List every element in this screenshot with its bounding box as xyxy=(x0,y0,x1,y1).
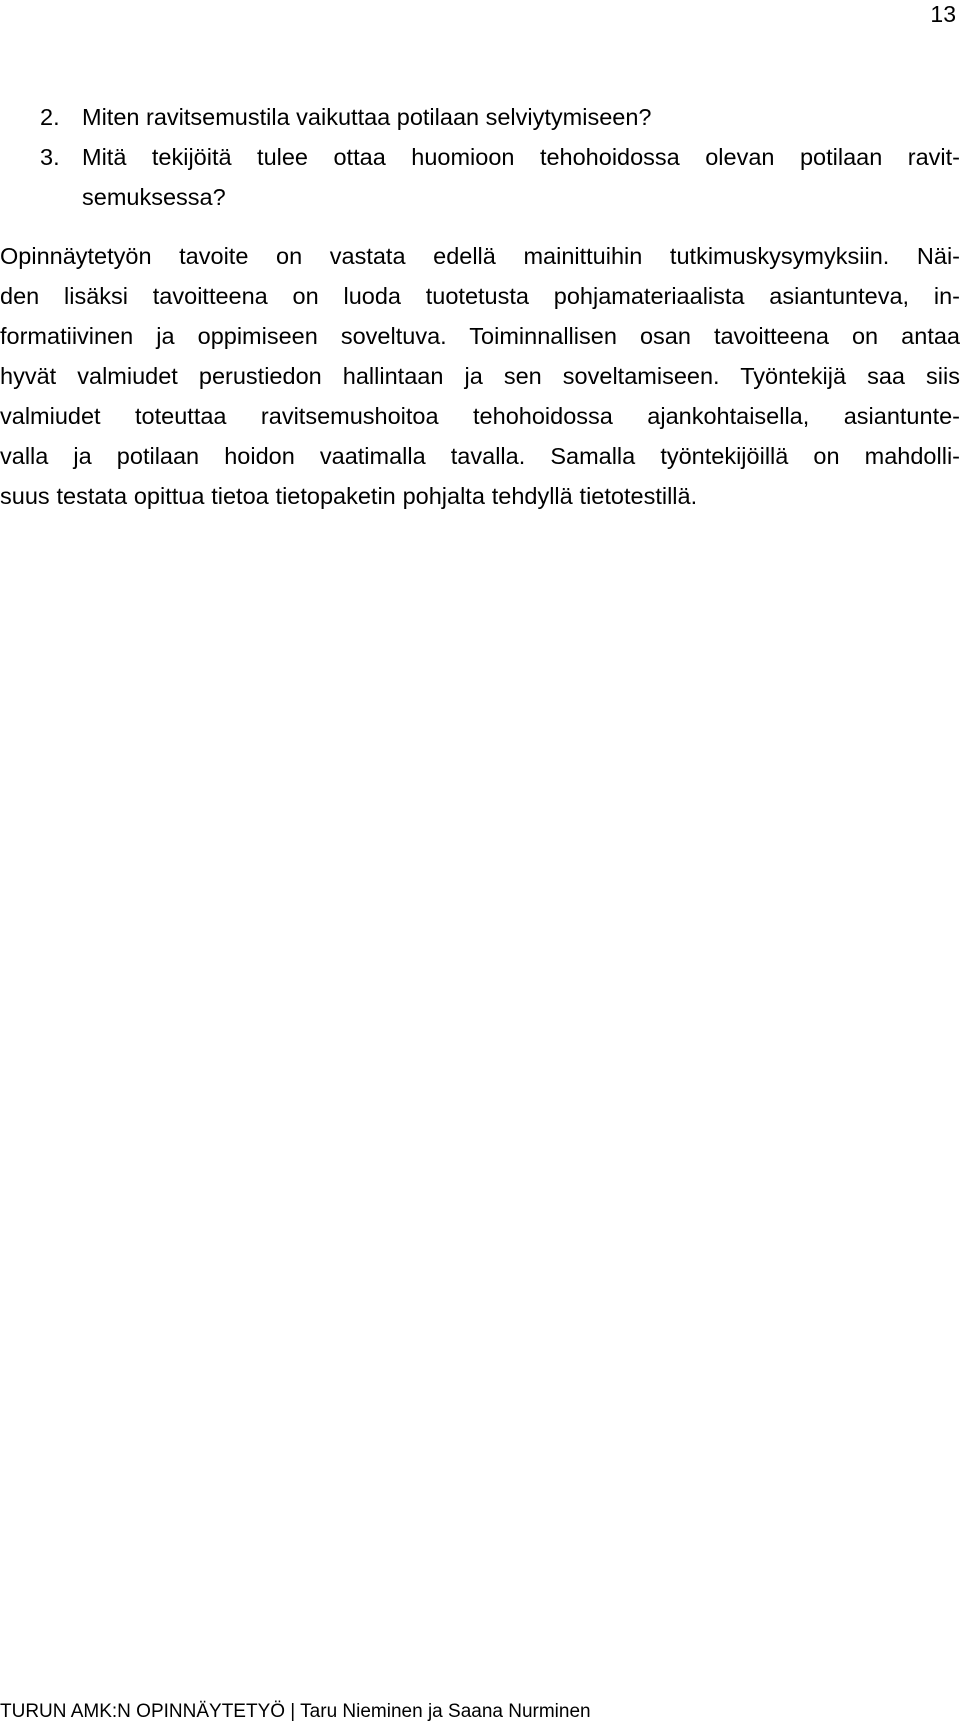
paragraph-line: valmiudet toteuttaa ravitsemushoitoa tehohoidossa ajankohtaisella, asiantunte- xyxy=(0,403,960,429)
page-number: 13 xyxy=(930,1,956,27)
list-item-text: semuksessa? xyxy=(82,184,226,210)
list-item xyxy=(0,137,960,217)
paragraph-line: valla ja potilaan hoidon vaatimalla tavalla. Samalla työntekijöillä on mahdolli- xyxy=(0,443,960,469)
list-number: 3. xyxy=(40,144,60,170)
paragraph-line: formatiivinen ja oppimiseen soveltuva. Toiminnallisen osan tavoitteena on antaa xyxy=(0,323,960,349)
list-item-text: Miten ravitsemustila vaikuttaa potilaan selviytymiseen? xyxy=(82,104,652,130)
paragraph xyxy=(0,236,960,516)
body-text xyxy=(0,97,960,516)
page-footer: TURUN AMK:N OPINNÄYTETYÖ | Taru Nieminen ja Saana Nurminen xyxy=(0,1701,591,1722)
list-item xyxy=(0,97,960,137)
paragraph-line: Opinnäytetyön tavoite on vastata edellä mainittuihin tutkimuskysymyksiin. Näi- xyxy=(0,243,960,269)
list-item-text: Mitä tekijöitä tulee ottaa huomioon tehohoidossa olevan potilaan ravit- xyxy=(82,144,960,170)
paragraph-line: hyvät valmiudet perustiedon hallintaan ja sen soveltamiseen. Työntekijä saa siis xyxy=(0,363,960,389)
paragraph-line: suus testata opittua tietoa tietopaketin pohjalta tehdyllä tietotestillä. xyxy=(0,483,698,509)
paragraph-line: den lisäksi tavoitteena on luoda tuotetusta pohjamateriaalista asiantunteva, in- xyxy=(0,283,960,309)
list-number: 2. xyxy=(40,104,60,130)
